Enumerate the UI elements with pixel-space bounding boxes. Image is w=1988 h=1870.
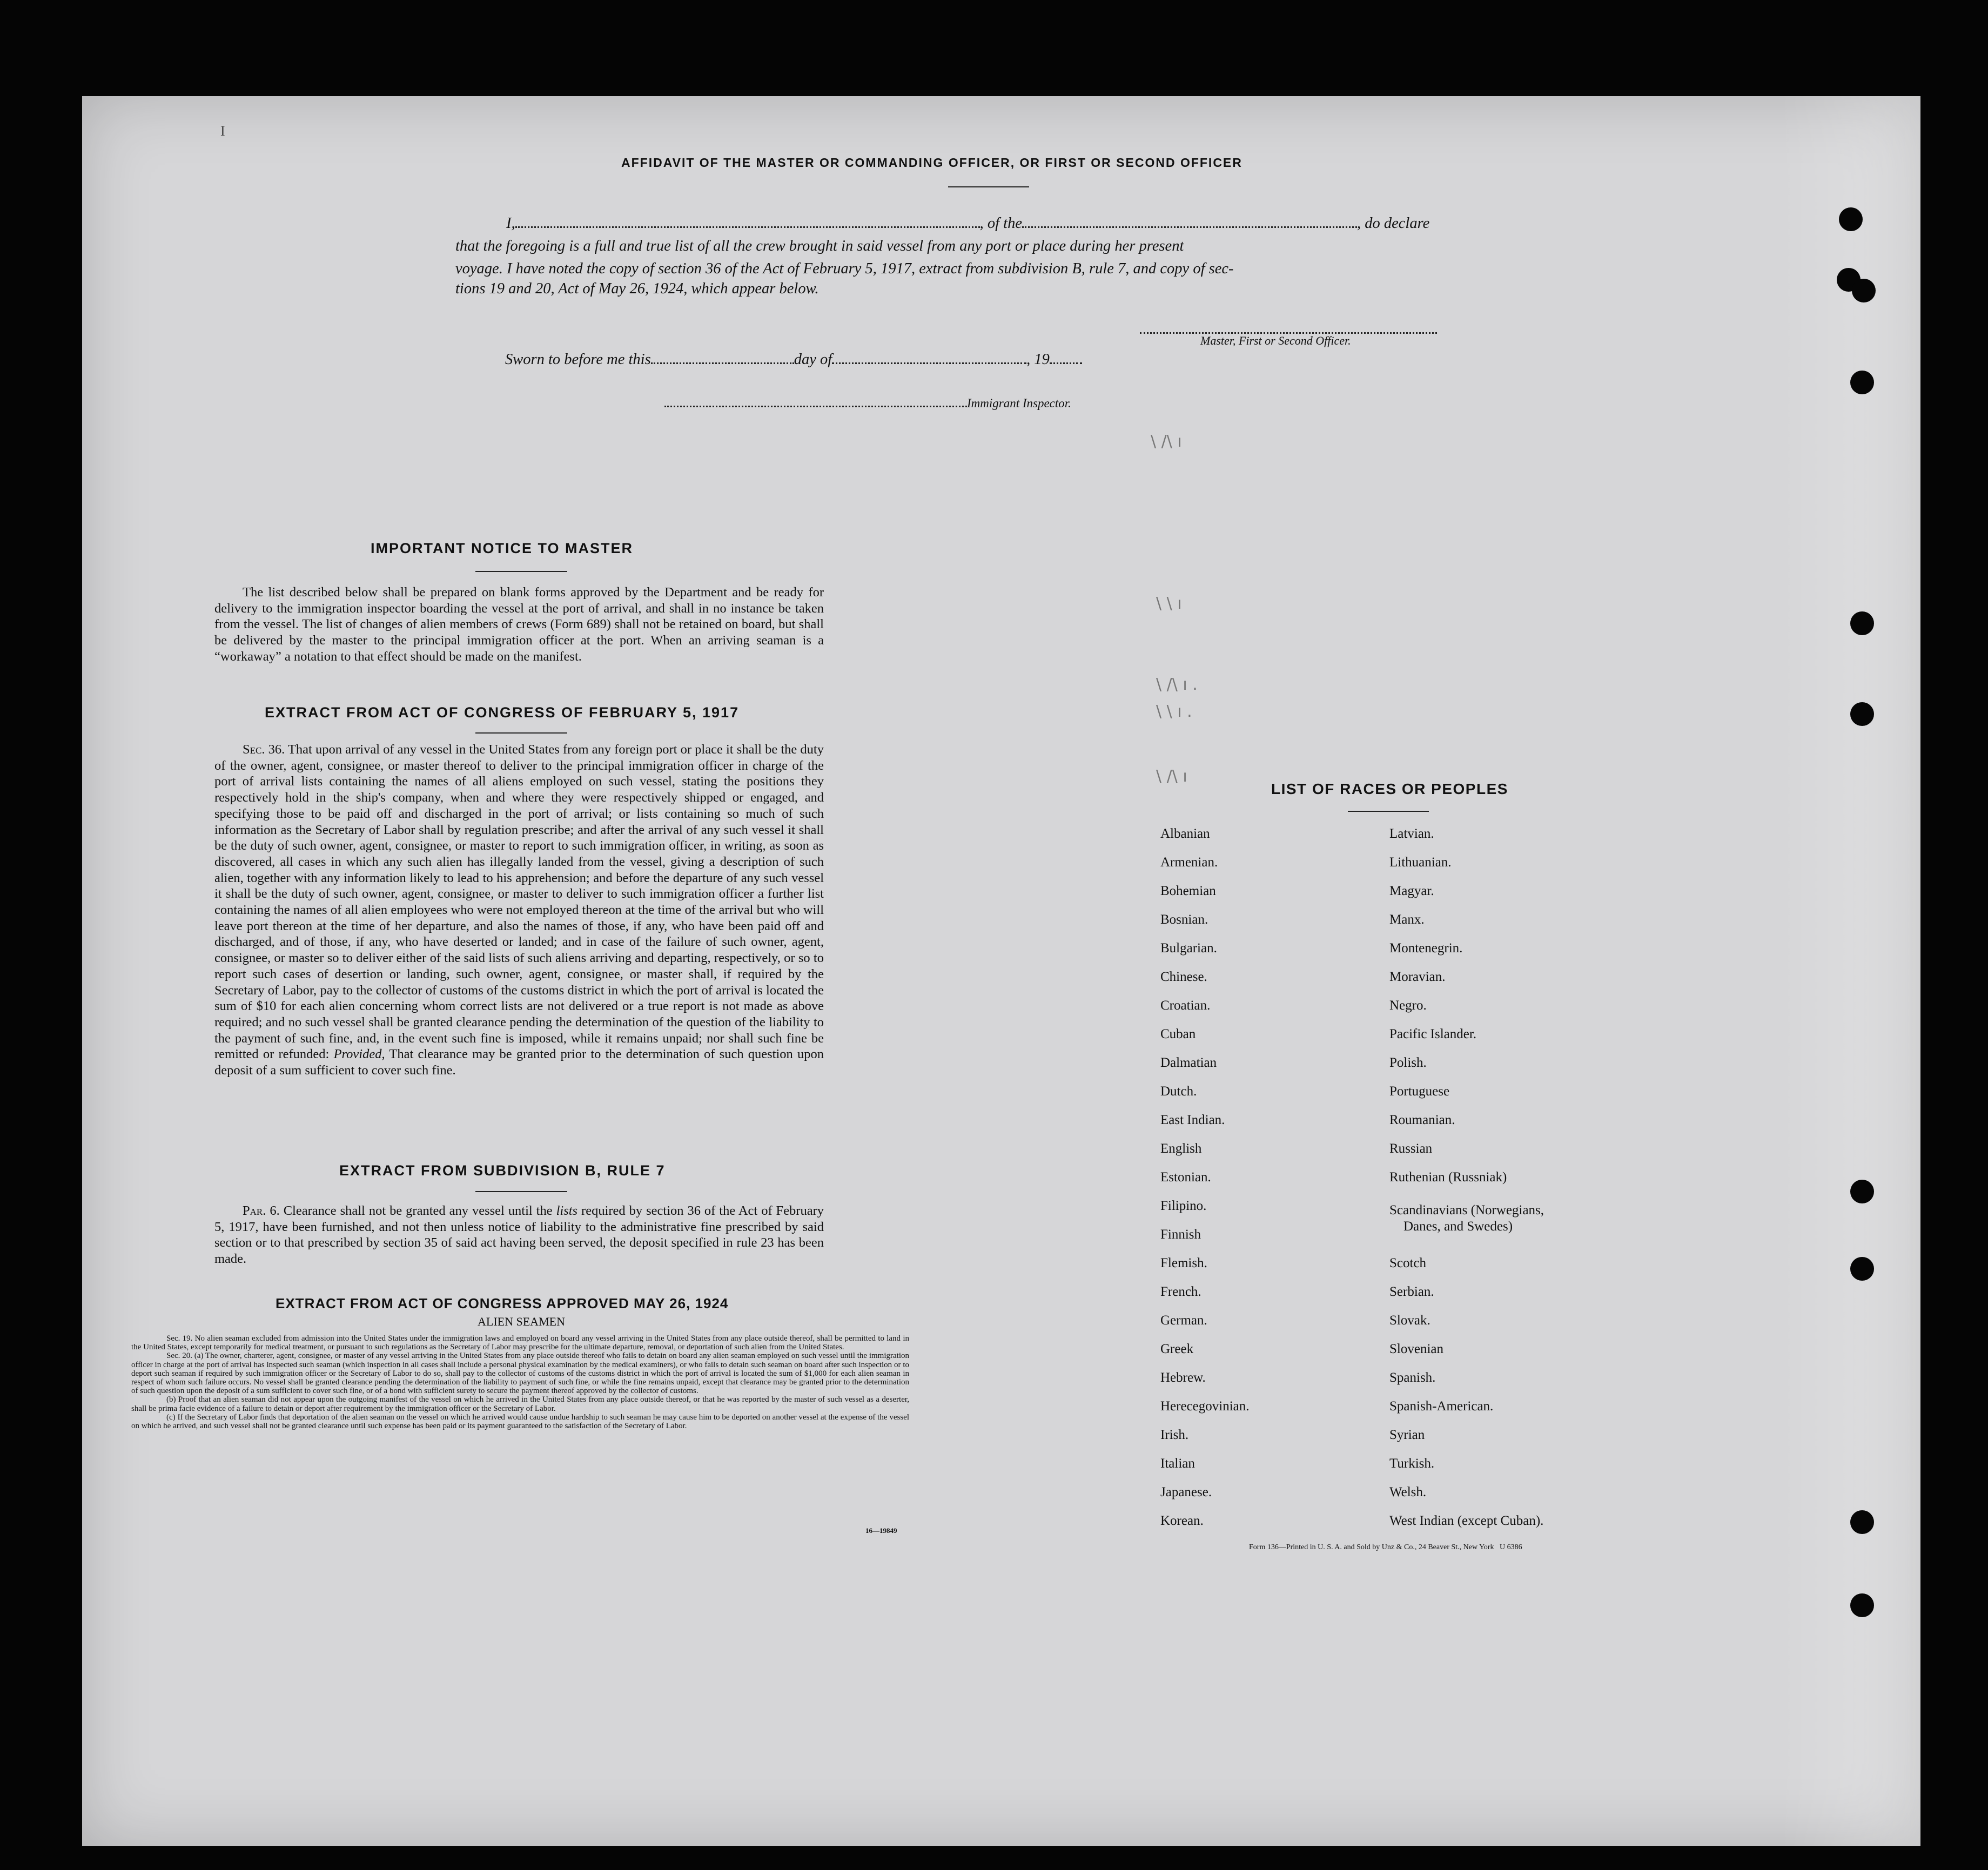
act-1924-sections <box>131 1334 909 1430</box>
race-item: Latvian. <box>1389 826 1434 841</box>
punch-hole <box>1839 207 1863 231</box>
race-item: Manx. <box>1389 912 1425 927</box>
affidavit-title: AFFIDAVIT OF THE MASTER OR COMMANDING OFFICER, OR FIRST OR SECOND OFFICER <box>621 156 1242 170</box>
race-item: Japanese. <box>1160 1485 1212 1499</box>
race-item: Slovenian <box>1389 1342 1443 1356</box>
race-item: Dutch. <box>1160 1084 1197 1099</box>
act-1924-subtitle: ALIEN SEAMEN <box>478 1315 565 1328</box>
sworn-line <box>505 351 1082 368</box>
printer-footer <box>1249 1543 1522 1552</box>
affidavit-line-4: tions 19 and 20, Act of May 26, 1924, which appear below. <box>455 280 819 297</box>
declarant-name-field[interactable] <box>515 226 980 228</box>
race-item: Cuban <box>1160 1027 1196 1041</box>
subdivision-b-body <box>214 1203 824 1267</box>
act-1917-underline <box>475 732 567 734</box>
race-item: Lithuanian. <box>1389 855 1452 870</box>
bleed-mark: \ /\ ı <box>1156 767 1187 786</box>
race-item: Dalmatian <box>1160 1055 1217 1070</box>
par-6-text-b: required by section 36 of the Act of February 5, 1917, have been furnished, and not then unless notice of liability to the administrative fine prescribed by said section or to that prescribed by section 35 of said act having been served, the deposit specified in rule 23 has been made. <box>214 1203 824 1267</box>
race-item: East Indian. <box>1160 1113 1225 1127</box>
inspector-signature-field[interactable] <box>664 406 967 407</box>
race-item: West Indian (except Cuban). <box>1389 1514 1544 1528</box>
punch-hole <box>1850 1257 1874 1281</box>
notice-underline <box>475 571 567 572</box>
race-item: Scandinavians (Norwegians, <box>1389 1203 1544 1217</box>
race-item: English <box>1160 1141 1202 1156</box>
section-36-tail: That clearance may be granted prior to the determination of such question upon deposit of a sum sufficient to cover such fine. <box>214 1047 824 1078</box>
race-item: Herecegovinian. <box>1160 1399 1250 1414</box>
notice-body <box>214 584 824 665</box>
par-6-label: Par. 6. <box>243 1203 280 1218</box>
race-item: Roumanian. <box>1389 1113 1455 1127</box>
affidavit-line-3: voyage. I have noted the copy of section 36 of the Act of February 5, 1917, extract from subdivision B, rule 7, and copy of sec- <box>455 260 1234 277</box>
race-item: Bulgarian. <box>1160 941 1217 956</box>
race-item: Scotch <box>1389 1256 1427 1270</box>
punch-hole <box>1850 1593 1874 1617</box>
sworn-day-field[interactable] <box>651 362 794 364</box>
bleed-mark: \ \ ı . <box>1156 702 1192 721</box>
race-item: Croatian. <box>1160 998 1211 1013</box>
race-item: Slovak. <box>1389 1313 1430 1328</box>
race-item: Greek <box>1160 1342 1194 1356</box>
printer-text: Form 136—Printed in U. S. A. and Sold by Unz & Co., 24 Beaver St., New York <box>1249 1543 1494 1551</box>
notice-title: IMPORTANT NOTICE TO MASTER <box>371 540 633 556</box>
act-1917-title: EXTRACT FROM ACT OF CONGRESS OF FEBRUARY 5, 1917 <box>265 704 740 721</box>
race-item: Montenegrin. <box>1389 941 1463 956</box>
bleed-mark: \ /\ ı . <box>1156 675 1198 694</box>
sworn-month-field[interactable] <box>832 362 1026 364</box>
lists-word: lists <box>556 1203 578 1218</box>
race-item: Syrian <box>1389 1428 1425 1442</box>
race-item-continuation: Danes, and Swedes) <box>1403 1219 1513 1234</box>
race-item: Turkish. <box>1389 1456 1435 1471</box>
race-item: Moravian. <box>1389 970 1446 984</box>
race-item: Filipino. <box>1160 1199 1207 1213</box>
section-20a-text: Sec. 20. (a) The owner, charterer, agent, consignee, or master of any vessel arriving in the United States from any place outside thereof who fails to detain on board any alien seaman employed on such vessel until the immigration officer in charge at the port of arrival has inspected such seaman (which inspection in all cases shall include a personal physical examination by the medical examiners), or who fails to detain such seaman on board after such inspection or to deport such seaman if required by such immigration officer or the Secretary of Labor to do so, shall pay to the collector of customs of the customs district in which the port of arrival is located the sum of $1,000 for each alien seaman in respect of whom such failure occurs. No vessel shall be granted clearance pending the determination of the liability to payment of such fine, or while the fine remains unpaid, except that clearance may be granted prior to the determination of such question upon the deposit of a sum sufficient to cover such fine, or of a bond with sufficient surety to secure the payment thereof approved by the collector of customs. <box>131 1351 909 1396</box>
races-title: LIST OF RACES OR PEOPLES <box>1271 781 1508 797</box>
act-1917-body <box>214 742 824 1079</box>
bleed-mark: \ /\ ı <box>1151 432 1182 451</box>
year-label: , 19 <box>1026 351 1050 368</box>
section-36-text: That upon arrival of any vessel in the United States from any foreign port or place it shall be the duty of the owner, agent, consignee, or master thereof to deliver to the principal immigration officer in charge of the port of arrival lists containing the names of all aliens employed on such vessel, stating the positions they respectively hold in the ship's company, when and where they were respectively shipped or engaged, and specifying those to be paid off and discharged in the port of arrival; or lists containing so much of such information as the Secretary of Labor shall by regulation prescribe; and after the arrival of any such vessel it shall be the duty of such owner, agent, consignee, or master to report to such immigration officer, in writing, as soon as discovered, all cases in which any such alien has illegally landed from the vessel, giving a description of such alien, together with any information likely to lead to his apprehension; and before the departure of any such vessel it shall be the duty of such owner, agent, consignee, or master to deliver to such immigration officer a further list containing the names of all alien employees who were not employed thereon at the time of the arrival but who will leave port thereon at the time of her departure, and also the names of those, if any, who have been paid off and discharged, and of those, if any, who have deserted or landed; and in case of the failure of such owner, agent, consignee, or master so to deliver either of the said lists of such aliens arriving and departing, respectively, or so to report such cases of desertion or landing, such owner, agent, consignee, or master shall, if required by the Secretary of Labor, pay to the collector of customs of the customs district in which the port of arrival is located the sum of $10 for each alien concerning whom correct lists are not delivered or a true report is not made as above required; and no such vessel shall be granted clearance pending the determination of the question of the liability to the payment of such fine, and, in the event such fine is imposed, while it remains unpaid; nor shall such fine be remitted or refunded: <box>214 742 824 1062</box>
punch-hole <box>1850 702 1874 726</box>
provided-word: Provided, <box>333 1047 385 1062</box>
declare-label: , do declare <box>1357 215 1430 232</box>
inspector-line <box>664 396 1071 411</box>
race-item: Bosnian. <box>1160 912 1208 927</box>
subdivision-b-title: EXTRACT FROM SUBDIVISION B, RULE 7 <box>339 1162 666 1179</box>
race-item: Chinese. <box>1160 970 1207 984</box>
race-item: Serbian. <box>1389 1284 1434 1299</box>
punch-hole <box>1850 611 1874 635</box>
race-item: Hebrew. <box>1160 1370 1206 1385</box>
race-item: Irish. <box>1160 1428 1189 1442</box>
act-1924-code: 16—19849 <box>865 1526 897 1535</box>
affidavit-line-2: that the foregoing is a full and true list of all the crew brought in said vessel from any port or place during her present <box>455 238 1184 254</box>
race-item: Magyar. <box>1389 884 1434 898</box>
race-item: Polish. <box>1389 1055 1427 1070</box>
race-item: Bohemian <box>1160 884 1216 898</box>
races-underline <box>1348 811 1429 812</box>
race-item: Estonian. <box>1160 1170 1211 1185</box>
act-1924-title: EXTRACT FROM ACT OF CONGRESS APPROVED MAY 26, 1924 <box>276 1295 729 1311</box>
master-signature-label: Master, First or Second Officer. <box>1200 334 1351 347</box>
sworn-year-field[interactable] <box>1050 362 1082 364</box>
margin-mark: I <box>220 123 225 139</box>
punch-hole <box>1852 279 1876 302</box>
par-6-text-a: Clearance shall not be granted any vessel until the <box>283 1203 553 1218</box>
race-item: Russian <box>1389 1141 1433 1156</box>
race-item: Spanish-American. <box>1389 1399 1494 1414</box>
race-item: Armenian. <box>1160 855 1218 870</box>
section-20b-text: (b) Proof that an alien seaman did not appear upon the outgoing manifest of the vessel on which he arrived in the United States from any place outside thereof, or that he was reported by the master of such vessel as a deserter, shall be prima facie evidence of a failure to detain or deport after requirement by the immigration officer or the Secretary of Labor. <box>131 1395 909 1413</box>
notice-body-text: The list described below shall be prepared on blank forms approved by the Department and be ready for delivery to the immigration inspector boarding the vessel at the port of arrival, and shall in no instance be taken from the vessel. The list of changes of alien members of crews (Form 689) shall not be retained on board, but shall be delivered by the master to the principal immigration officer at the port. When an arriving seaman is a “workaway” a notation to that effect should be made on the manifest. <box>214 585 824 664</box>
inspector-label: Immigrant Inspector. <box>967 396 1071 410</box>
form-code: U 6386 <box>1499 1543 1522 1551</box>
section-20c-text: (c) If the Secretary of Labor finds that deportation of the alien seaman on the vessel on which he arrived would cause undue hardship to such seaman he may cause him to be deported on another vessel at the expense of the vessel on which he arrived, and such vessel shall not be granted clearance until such expense has been paid or its payment guaranteed to the satisfaction of the Secretary of Labor. <box>131 1412 909 1431</box>
punch-hole <box>1850 1180 1874 1203</box>
race-item: Finnish <box>1160 1227 1201 1242</box>
affidavit-line-1 <box>506 215 1429 232</box>
race-item: Welsh. <box>1389 1485 1427 1499</box>
vessel-label: , of the <box>979 215 1022 232</box>
declarant-label: I, <box>506 215 515 232</box>
punch-hole <box>1850 371 1874 394</box>
race-item: German. <box>1160 1313 1207 1328</box>
section-36-label: Sec. 36. <box>243 742 285 757</box>
section-19-text: Sec. 19. No alien seaman excluded from admission into the United States under the immigration laws and employed on board any vessel arriving in the United States from any place outside thereof, shall be permitted to land in the United States, except temporarily for medical treatment, or pursuant to such regulations as the Secretary of Labor may prescribe for the ultimate departure, removal, or deportation of such alien from the United States. <box>131 1334 909 1352</box>
subdivision-b-underline <box>475 1191 567 1192</box>
vessel-name-field[interactable] <box>1022 226 1357 228</box>
race-item: Spanish. <box>1389 1370 1436 1385</box>
day-of-label: day of <box>794 351 832 368</box>
bleed-mark: \ \ ı <box>1156 594 1182 613</box>
sworn-label: Sworn to before me this <box>505 351 651 368</box>
race-item: Albanian <box>1160 826 1210 841</box>
race-item: Negro. <box>1389 998 1427 1013</box>
race-item: Italian <box>1160 1456 1195 1471</box>
punch-hole <box>1850 1510 1874 1534</box>
race-item: Flemish. <box>1160 1256 1207 1270</box>
race-item: Portuguese <box>1389 1084 1450 1099</box>
race-item: Korean. <box>1160 1514 1204 1528</box>
race-item: French. <box>1160 1284 1201 1299</box>
race-item: Ruthenian (Russniak) <box>1389 1170 1507 1185</box>
title-underline <box>948 186 1029 187</box>
race-item: Pacific Islander. <box>1389 1027 1477 1041</box>
